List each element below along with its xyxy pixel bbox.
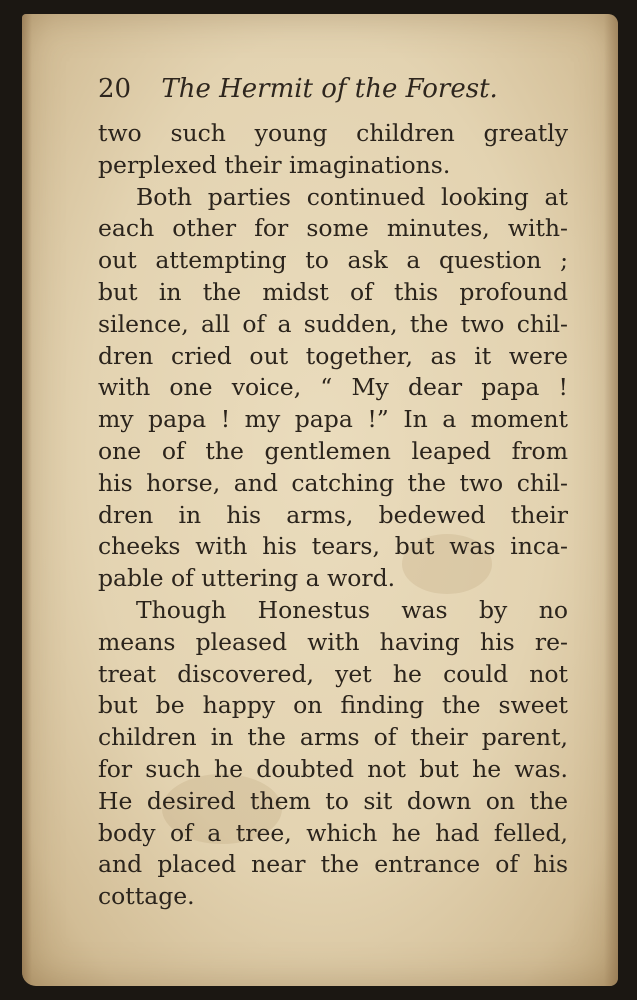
text-line: dren cried out together, as it were bbox=[98, 341, 568, 370]
text-line: out attempting to ask a question ; bbox=[98, 246, 568, 275]
running-title: The Hermit of the Forest. bbox=[161, 74, 498, 104]
page-number: 20 bbox=[98, 74, 132, 104]
text-line: Both parties continued looking at bbox=[136, 182, 568, 211]
text-line: but in the midst of this profound bbox=[98, 277, 568, 306]
text-line: with one voice, “ My dear papa ! bbox=[98, 373, 568, 402]
page-right-edge bbox=[604, 14, 618, 986]
body-text bbox=[98, 118, 568, 913]
text-line: cottage. bbox=[98, 882, 195, 911]
text-line: Though Honestus was by no bbox=[136, 595, 568, 624]
text-line: but be happy on finding the sweet bbox=[98, 691, 568, 720]
text-line: his horse, and catching the two chil- bbox=[98, 468, 568, 497]
text-line: two such young children greatly bbox=[98, 119, 568, 147]
text-line: body of a tree, which he had felled, bbox=[98, 818, 568, 847]
text-line: one of the gentlemen leaped from bbox=[98, 436, 568, 465]
text-line: each other for some minutes, with- bbox=[98, 214, 568, 243]
text-line: silence, all of a sudden, the two chil- bbox=[98, 309, 568, 338]
text-line: dren in his arms, bedewed their bbox=[98, 500, 568, 529]
text-line: He desired them to sit down on the bbox=[98, 786, 568, 815]
page-left-edge bbox=[22, 14, 32, 986]
text-line: perplexed their imaginations. bbox=[98, 150, 451, 179]
text-line: treat discovered, yet he could not bbox=[98, 659, 568, 688]
text-line: cheeks with his tears, but was inca- bbox=[98, 532, 568, 561]
text-line: and placed near the entrance of his bbox=[98, 850, 568, 879]
text-line: means pleased with having his re- bbox=[98, 627, 568, 656]
text-line: for such he doubted not but he was. bbox=[98, 754, 568, 783]
text-line: my papa ! my papa !” In a moment bbox=[98, 405, 568, 434]
book-page bbox=[22, 14, 618, 986]
page-header bbox=[98, 74, 558, 114]
text-line: children in the arms of their parent, bbox=[98, 723, 568, 752]
text-line: pable of uttering a word. bbox=[98, 564, 396, 593]
